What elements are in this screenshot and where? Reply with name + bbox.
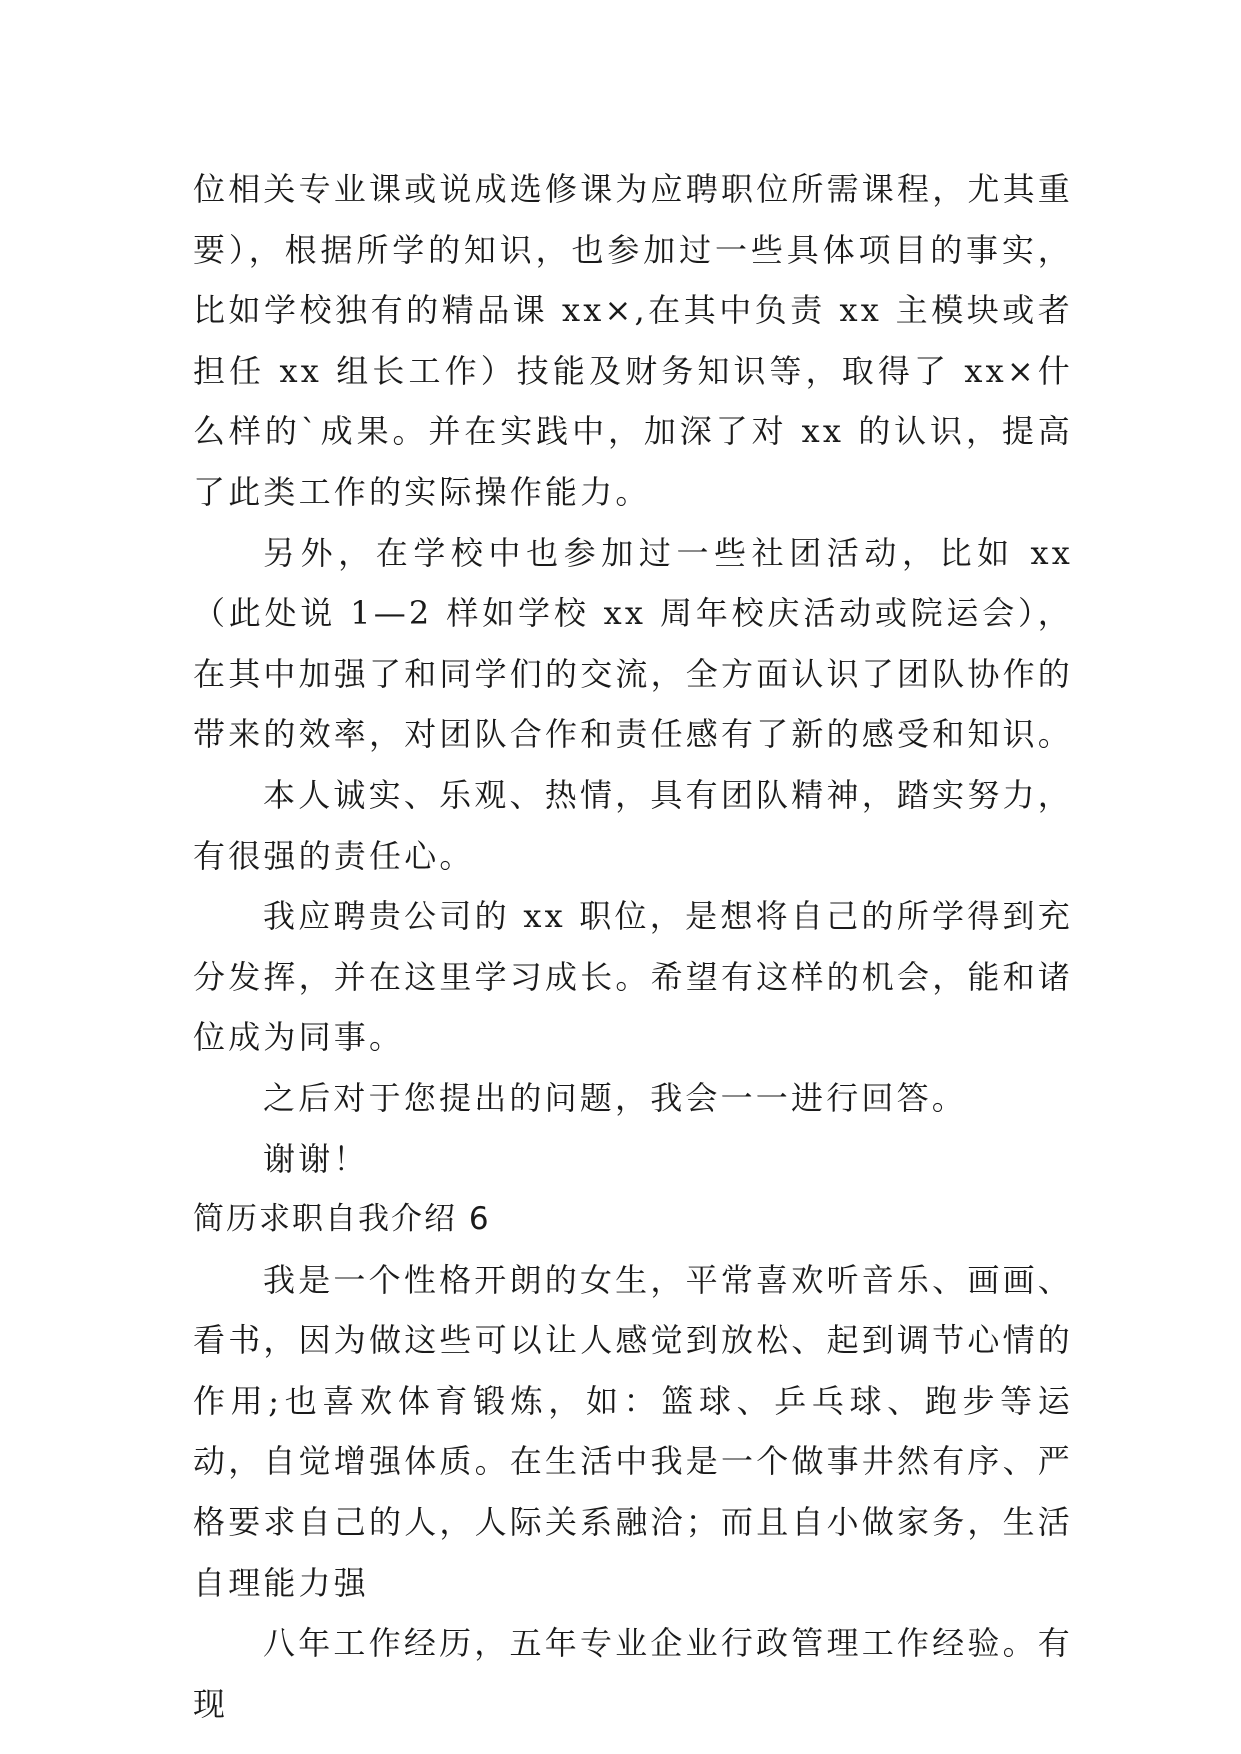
- paragraph-2: 另外，在学校中也参加过一些社团活动，比如 xx（此处说 1—2 样如学校 xx 周年校庆活动或院运会），在其中加强了和同学们的交流，全方面认识了团队协作的带来的效率，对团队合作和责任感有了新的感受和知识。: [193, 533, 1074, 754]
- section-paragraph-1: 我是一个性格开朗的女生，平常喜欢听音乐、画画、看书，因为做这些可以让人感觉到放松、起到调节心情的作用;也喜欢体育锻炼，如：篮球、乒乓球、跑步等运动，自觉增强体质。在生活中我是一个做事井然有序、严格要求自己的人，人际关系融洽；而且自小做家务，生活自理能力强: [193, 1260, 1074, 1602]
- paragraph-4: 我应聘贵公司的 xx 职位，是想将自己的所学得到充分发挥，并在这里学习成长。希望有这样的机会，能和诸位成为同事。: [193, 897, 1074, 1057]
- section-paragraph-2: 八年工作经历，五年专业企业行政管理工作经验。有现: [193, 1624, 1073, 1723]
- paragraph-3: 本人诚实、乐观、热情，具有团队精神，踏实努力，有很强的责任心。: [193, 775, 1073, 875]
- paragraph-6: 谢谢！: [263, 1139, 369, 1178]
- section-heading: 简历求职自我介绍 6: [193, 1201, 491, 1238]
- paragraph-1: 位相关专业课或说成选修课为应聘职位所需课程，尤其重要），根据所学的知识，也参加过一些具体项目的事实，比如学校独有的精品课 xx×,在其中负责 xx 主模块或者担任 xx 组长工作）技能及财务知识等，取得了 xx×什么样的`成果。并在实践中，加深了对 xx 的认识，提高了此类工作的实际操作能力。: [193, 170, 1074, 511]
- document-body: [193, 159, 1073, 1734]
- paragraph-5: 之后对于您提出的问题，我会一一进行回答。: [263, 1078, 968, 1117]
